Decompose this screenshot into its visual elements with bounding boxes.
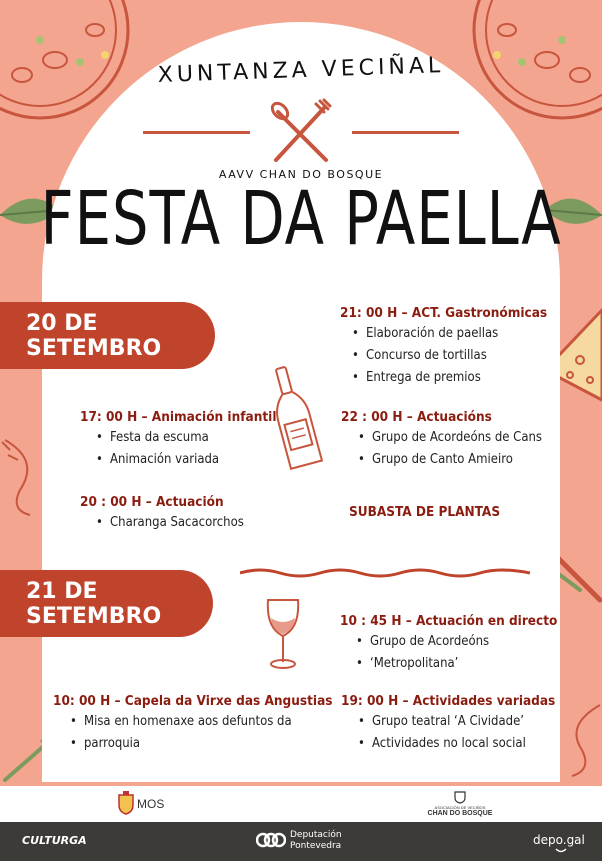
deputacion-line2: Pontevedra [290,841,342,851]
event-item: • Grupo de Acordeóns de Cans [356,427,542,449]
shrimp-illustration-left [0,430,45,520]
event-block-charanga [80,494,244,534]
event-block-directo [340,613,557,675]
wine-glass-icon [262,596,304,672]
event-block-actuacions [341,409,542,471]
event-item: • Elaboración de paellas [350,323,547,345]
event-heading: 10: 00 H – Capela da Virxe das Angustias [53,693,333,709]
organizer-name: AAVV CHAN DO BOSQUE [218,168,384,181]
divider-left [143,131,250,134]
depo-link[interactable]: depo.gal [533,833,585,847]
event-item: • Animación variada [94,449,277,471]
assoc-crest-icon [454,790,466,804]
date-banner-day2 [0,570,213,637]
event-heading: 19: 00 H – Actividades variadas [341,693,556,709]
event-kicker: XUNTANZA VECIÑAL [157,53,445,88]
depo-smile-icon [555,848,567,854]
deputacion-line1: Deputación [290,830,342,840]
event-item: • Misa en homenaxe aos defuntos da [68,711,333,733]
event-heading: 21: 00 H – ACT. Gastronómicas [340,305,548,321]
divider-right [352,131,459,134]
assoc-small-label: ASOCIACIÓN DE VECIÑOS [434,805,486,810]
date-label-day2: 21 DE SETEMBRO [26,578,162,629]
event-item: • Concurso de tortillas [350,345,547,367]
event-block-gastronomicas [340,305,547,389]
cultura-logo: CULTURGA [22,834,87,847]
event-item: • Charanga Sacacorchos [94,512,244,534]
shrimp-illustration-right [560,700,602,780]
event-item: • ‘Metropolitana’ [354,653,557,675]
date-banner-day1 [0,302,215,369]
sponsor-bar [0,786,602,822]
event-heading: 20 : 00 H – Actuación [80,494,224,510]
spoon-fork-icon [266,98,336,166]
event-heading: 22 : 00 H – Actuacións [341,409,492,425]
event-block-animacion [80,409,277,471]
event-block-variadas [341,693,555,755]
deputacion-logo-icon [256,828,286,852]
event-item: • Grupo de Acordeóns [354,631,557,653]
date-label-day1: 20 DE SETEMBRO [26,310,162,361]
mos-crest-icon [117,791,135,815]
event-item: • Actividades no local social [356,733,555,755]
event-item: • Festa da escuma [94,427,277,449]
event-item: • Grupo de Canto Amieiro [356,449,542,471]
event-heading: 10 : 45 H – Actuación en directo [340,613,558,629]
subasta-label: SUBASTA DE PLANTAS [349,504,501,520]
event-item: • Entrega de premios [350,367,547,389]
event-heading: 17: 00 H – Animación infantil [80,409,277,425]
assoc-name-label: CHAN DO BOSQUE [427,810,493,817]
event-block-capela [53,693,333,755]
event-item: • Grupo teatral ‘A Cividade’ [356,711,555,733]
event-item: • parroquia [68,733,333,755]
mos-label: MOS [137,797,165,811]
page-title: FESTA DA PAELLA [40,177,562,263]
wavy-divider [240,563,530,579]
wine-bottle-icon [266,362,324,474]
